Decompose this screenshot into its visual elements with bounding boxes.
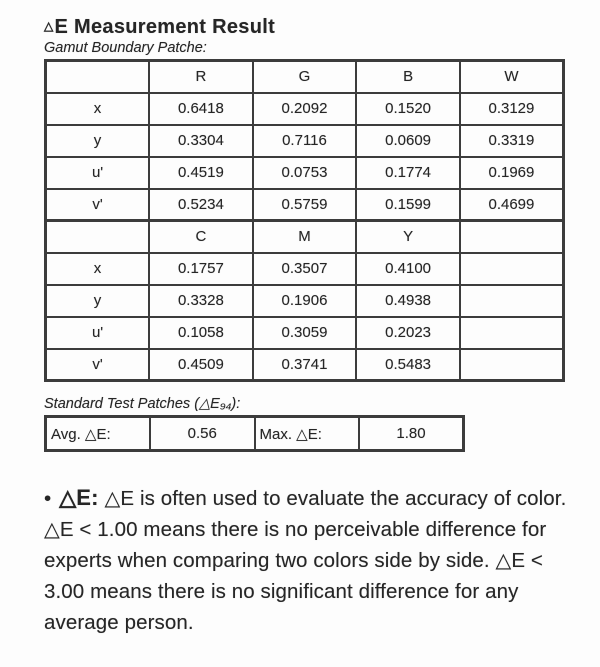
header-cell-y: Y: [356, 221, 460, 253]
row-label: v': [46, 189, 150, 221]
note-body: △E is often used to evaluate the accuracy of color. △E < 1.00 means there is no perceivable difference for experts when comparing two colors side by side. △E < 3.00 means there is no significant difference for any average person.: [44, 487, 567, 634]
gamut-boundary-table: [44, 59, 565, 382]
cell: 0.1774: [356, 157, 460, 189]
cell: 0.3129: [460, 93, 564, 125]
cell: 0.7116: [253, 125, 357, 157]
gamut-boundary-label: Gamut Boundary Patche:: [44, 40, 207, 56]
table-row-u-prime: [46, 157, 564, 189]
cell: 0.0753: [253, 157, 357, 189]
cell: 0.4509: [149, 349, 253, 381]
delta-icon: △: [44, 19, 54, 33]
table-row-v-prime: [46, 189, 564, 221]
table-row-y: [46, 125, 564, 157]
cell: 0.5234: [149, 189, 253, 221]
standard-test-patches-label: Standard Test Patches (△E₉₄):: [44, 396, 241, 412]
cell: 0.1906: [253, 285, 357, 317]
delta-e-explanation: [44, 482, 572, 638]
max-delta-e-label: Max. △E:: [255, 417, 360, 451]
table-header-row-cmy: [46, 221, 564, 253]
cell: [460, 317, 564, 349]
table-row-x: [46, 253, 564, 285]
cell: 0.4699: [460, 189, 564, 221]
header-cell-r: R: [149, 61, 253, 93]
cell: 0.1969: [460, 157, 564, 189]
cell: 0.1599: [356, 189, 460, 221]
table-row-delta-e-summary: [46, 417, 464, 451]
cell: 0.5483: [356, 349, 460, 381]
cell: 0.1520: [356, 93, 460, 125]
cell: 0.3059: [253, 317, 357, 349]
avg-delta-e-label: Avg. △E:: [46, 417, 151, 451]
cell: 0.4938: [356, 285, 460, 317]
table-header-row-rgbw: [46, 61, 564, 93]
row-label: v': [46, 349, 150, 381]
header-cell-blank: [46, 221, 150, 253]
cell: 0.3328: [149, 285, 253, 317]
cell: 0.3507: [253, 253, 357, 285]
cell: 0.4100: [356, 253, 460, 285]
note-term: △E:: [59, 485, 99, 510]
header-cell-c: C: [149, 221, 253, 253]
cell: 0.3741: [253, 349, 357, 381]
cell: 0.4519: [149, 157, 253, 189]
table-row-v-prime: [46, 349, 564, 381]
row-label: x: [46, 253, 150, 285]
standard-test-patches-table: [44, 415, 465, 452]
cell: 0.3304: [149, 125, 253, 157]
cell: 0.2092: [253, 93, 357, 125]
max-delta-e-value: 1.80: [359, 417, 464, 451]
header-cell-m: M: [253, 221, 357, 253]
page-title-text: E Measurement Result: [54, 16, 276, 38]
cell: 0.0609: [356, 125, 460, 157]
row-label: u': [46, 157, 150, 189]
row-label: y: [46, 125, 150, 157]
cell: [460, 253, 564, 285]
cell: 0.6418: [149, 93, 253, 125]
table-row-u-prime: [46, 317, 564, 349]
table-row-y: [46, 285, 564, 317]
row-label: y: [46, 285, 150, 317]
bullet-icon: •: [44, 487, 52, 510]
header-cell-g: G: [253, 61, 357, 93]
cell: 0.5759: [253, 189, 357, 221]
cell: [460, 285, 564, 317]
avg-delta-e-value: 0.56: [150, 417, 255, 451]
header-cell-blank: [460, 221, 564, 253]
cell: 0.1058: [149, 317, 253, 349]
page-title: [44, 16, 572, 39]
header-cell-b: B: [356, 61, 460, 93]
cell: 0.2023: [356, 317, 460, 349]
row-label: u': [46, 317, 150, 349]
header-cell-blank: [46, 61, 150, 93]
cell: 0.3319: [460, 125, 564, 157]
cell: [460, 349, 564, 381]
row-label: x: [46, 93, 150, 125]
table-row-x: [46, 93, 564, 125]
header-cell-w: W: [460, 61, 564, 93]
cell: 0.1757: [149, 253, 253, 285]
